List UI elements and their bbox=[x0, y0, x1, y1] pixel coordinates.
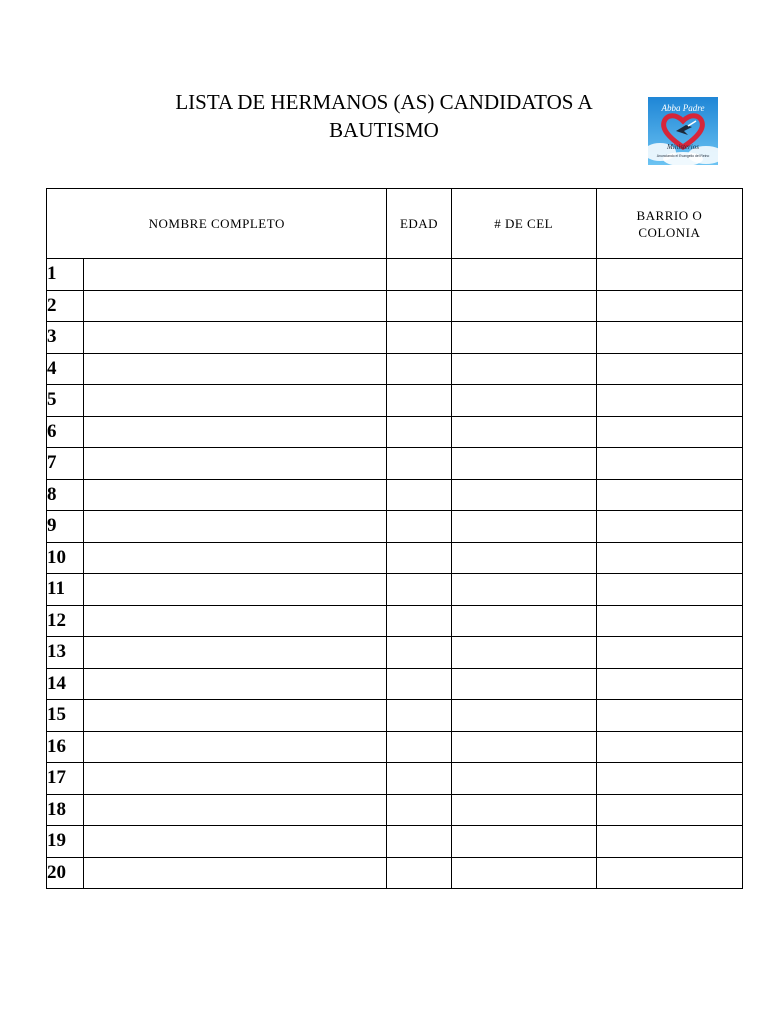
barrio-cell[interactable] bbox=[596, 322, 742, 354]
header-barrio bbox=[596, 189, 742, 259]
cel-cell[interactable] bbox=[451, 794, 596, 826]
edad-cell[interactable] bbox=[387, 826, 451, 858]
cel-cell[interactable] bbox=[451, 511, 596, 543]
header-barrio-label: BARRIO O COLONIA bbox=[636, 207, 703, 240]
barrio-cell[interactable] bbox=[596, 826, 742, 858]
barrio-cell[interactable] bbox=[596, 448, 742, 480]
nombre-cell[interactable] bbox=[84, 416, 387, 448]
page-title-line-1: LISTA DE HERMANOS (AS) CANDIDATOS A bbox=[175, 90, 593, 114]
barrio-cell[interactable] bbox=[596, 605, 742, 637]
row-number: 15 bbox=[47, 700, 84, 732]
row-number: 8 bbox=[47, 479, 84, 511]
cel-cell[interactable] bbox=[451, 322, 596, 354]
row-number: 10 bbox=[47, 542, 84, 574]
table-row bbox=[47, 731, 743, 763]
edad-cell[interactable] bbox=[387, 857, 451, 889]
edad-cell[interactable] bbox=[387, 385, 451, 417]
header-nombre-completo: NOMBRE COMPLETO bbox=[47, 189, 387, 259]
edad-cell[interactable] bbox=[387, 763, 451, 795]
barrio-cell[interactable] bbox=[596, 794, 742, 826]
row-number: 5 bbox=[47, 385, 84, 417]
cel-cell[interactable] bbox=[451, 574, 596, 606]
table-row bbox=[47, 416, 743, 448]
edad-cell[interactable] bbox=[387, 259, 451, 291]
barrio-cell[interactable] bbox=[596, 479, 742, 511]
table-row bbox=[47, 353, 743, 385]
barrio-cell[interactable] bbox=[596, 385, 742, 417]
nombre-cell[interactable] bbox=[84, 574, 387, 606]
edad-cell[interactable] bbox=[387, 416, 451, 448]
cel-cell[interactable] bbox=[451, 448, 596, 480]
row-number: 4 bbox=[47, 353, 84, 385]
table-row bbox=[47, 826, 743, 858]
nombre-cell[interactable] bbox=[84, 731, 387, 763]
table-header-row bbox=[47, 189, 743, 259]
table-row bbox=[47, 290, 743, 322]
barrio-cell[interactable] bbox=[596, 542, 742, 574]
table-row bbox=[47, 479, 743, 511]
table-row bbox=[47, 511, 743, 543]
row-number: 16 bbox=[47, 731, 84, 763]
edad-cell[interactable] bbox=[387, 511, 451, 543]
table-row bbox=[47, 322, 743, 354]
nombre-cell[interactable] bbox=[84, 763, 387, 795]
edad-cell[interactable] bbox=[387, 574, 451, 606]
row-number: 12 bbox=[47, 605, 84, 637]
edad-cell[interactable] bbox=[387, 479, 451, 511]
barrio-cell[interactable] bbox=[596, 731, 742, 763]
cel-cell[interactable] bbox=[451, 479, 596, 511]
nombre-cell[interactable] bbox=[84, 290, 387, 322]
edad-cell[interactable] bbox=[387, 322, 451, 354]
nombre-cell[interactable] bbox=[84, 637, 387, 669]
cel-cell[interactable] bbox=[451, 542, 596, 574]
header-edad: EDAD bbox=[387, 189, 451, 259]
barrio-cell[interactable] bbox=[596, 857, 742, 889]
row-number: 20 bbox=[47, 857, 84, 889]
nombre-cell[interactable] bbox=[84, 542, 387, 574]
cel-cell[interactable] bbox=[451, 763, 596, 795]
cel-cell[interactable] bbox=[451, 637, 596, 669]
row-number: 19 bbox=[47, 826, 84, 858]
row-number: 11 bbox=[47, 574, 84, 606]
row-number: 14 bbox=[47, 668, 84, 700]
table-row bbox=[47, 668, 743, 700]
candidates-table bbox=[46, 188, 743, 889]
table-row bbox=[47, 637, 743, 669]
cel-cell[interactable] bbox=[451, 826, 596, 858]
nombre-cell[interactable] bbox=[84, 479, 387, 511]
logo-tagline: Anunciando el Evangelio del Reino bbox=[656, 154, 710, 158]
barrio-cell[interactable] bbox=[596, 700, 742, 732]
barrio-cell[interactable] bbox=[596, 574, 742, 606]
nombre-cell[interactable] bbox=[84, 794, 387, 826]
cel-cell[interactable] bbox=[451, 857, 596, 889]
row-number: 7 bbox=[47, 448, 84, 480]
edad-cell[interactable] bbox=[387, 668, 451, 700]
table-row bbox=[47, 763, 743, 795]
nombre-cell[interactable] bbox=[84, 605, 387, 637]
edad-cell[interactable] bbox=[387, 290, 451, 322]
edad-cell[interactable] bbox=[387, 794, 451, 826]
nombre-cell[interactable] bbox=[84, 259, 387, 291]
barrio-cell[interactable] bbox=[596, 416, 742, 448]
table-row bbox=[47, 542, 743, 574]
nombre-cell[interactable] bbox=[84, 826, 387, 858]
row-number: 2 bbox=[47, 290, 84, 322]
cel-cell[interactable] bbox=[451, 259, 596, 291]
table-row bbox=[47, 259, 743, 291]
nombre-cell[interactable] bbox=[84, 700, 387, 732]
edad-cell[interactable] bbox=[387, 700, 451, 732]
cel-cell[interactable] bbox=[451, 353, 596, 385]
nombre-cell[interactable] bbox=[84, 353, 387, 385]
barrio-cell[interactable] bbox=[596, 353, 742, 385]
nombre-cell[interactable] bbox=[84, 668, 387, 700]
logo-name: Abba Padre bbox=[661, 103, 705, 113]
barrio-cell[interactable] bbox=[596, 637, 742, 669]
barrio-cell[interactable] bbox=[596, 668, 742, 700]
barrio-cell[interactable] bbox=[596, 763, 742, 795]
edad-cell[interactable] bbox=[387, 353, 451, 385]
header-cel: # DE CEL bbox=[451, 189, 596, 259]
cel-cell[interactable] bbox=[451, 668, 596, 700]
cel-cell[interactable] bbox=[451, 416, 596, 448]
row-number: 18 bbox=[47, 794, 84, 826]
cel-cell[interactable] bbox=[451, 731, 596, 763]
barrio-cell[interactable] bbox=[596, 511, 742, 543]
barrio-cell[interactable] bbox=[596, 259, 742, 291]
logo-subtitle: Ministerios bbox=[667, 143, 699, 151]
cel-cell[interactable] bbox=[451, 605, 596, 637]
page-title-line-2: BAUTISMO bbox=[329, 118, 439, 142]
edad-cell[interactable] bbox=[387, 542, 451, 574]
row-number: 1 bbox=[47, 259, 84, 291]
nombre-cell[interactable] bbox=[84, 857, 387, 889]
barrio-cell[interactable] bbox=[596, 290, 742, 322]
cel-cell[interactable] bbox=[451, 385, 596, 417]
row-number: 13 bbox=[47, 637, 84, 669]
row-number: 6 bbox=[47, 416, 84, 448]
row-number: 17 bbox=[47, 763, 84, 795]
cel-cell[interactable] bbox=[451, 290, 596, 322]
table-row bbox=[47, 574, 743, 606]
heart-dove-logo-icon bbox=[648, 97, 718, 165]
table-row bbox=[47, 700, 743, 732]
table-row bbox=[47, 857, 743, 889]
table-row bbox=[47, 605, 743, 637]
edad-cell[interactable] bbox=[387, 448, 451, 480]
edad-cell[interactable] bbox=[387, 637, 451, 669]
table-row bbox=[47, 448, 743, 480]
table-row bbox=[47, 794, 743, 826]
row-number: 3 bbox=[47, 322, 84, 354]
nombre-cell[interactable] bbox=[84, 448, 387, 480]
cel-cell[interactable] bbox=[451, 700, 596, 732]
nombre-cell[interactable] bbox=[84, 385, 387, 417]
table-row bbox=[47, 385, 743, 417]
table-body bbox=[47, 259, 743, 889]
row-number: 9 bbox=[47, 511, 84, 543]
edad-cell[interactable] bbox=[387, 731, 451, 763]
nombre-cell[interactable] bbox=[84, 511, 387, 543]
nombre-cell[interactable] bbox=[84, 322, 387, 354]
ministry-logo bbox=[648, 97, 718, 165]
page-title bbox=[120, 88, 648, 144]
edad-cell[interactable] bbox=[387, 605, 451, 637]
